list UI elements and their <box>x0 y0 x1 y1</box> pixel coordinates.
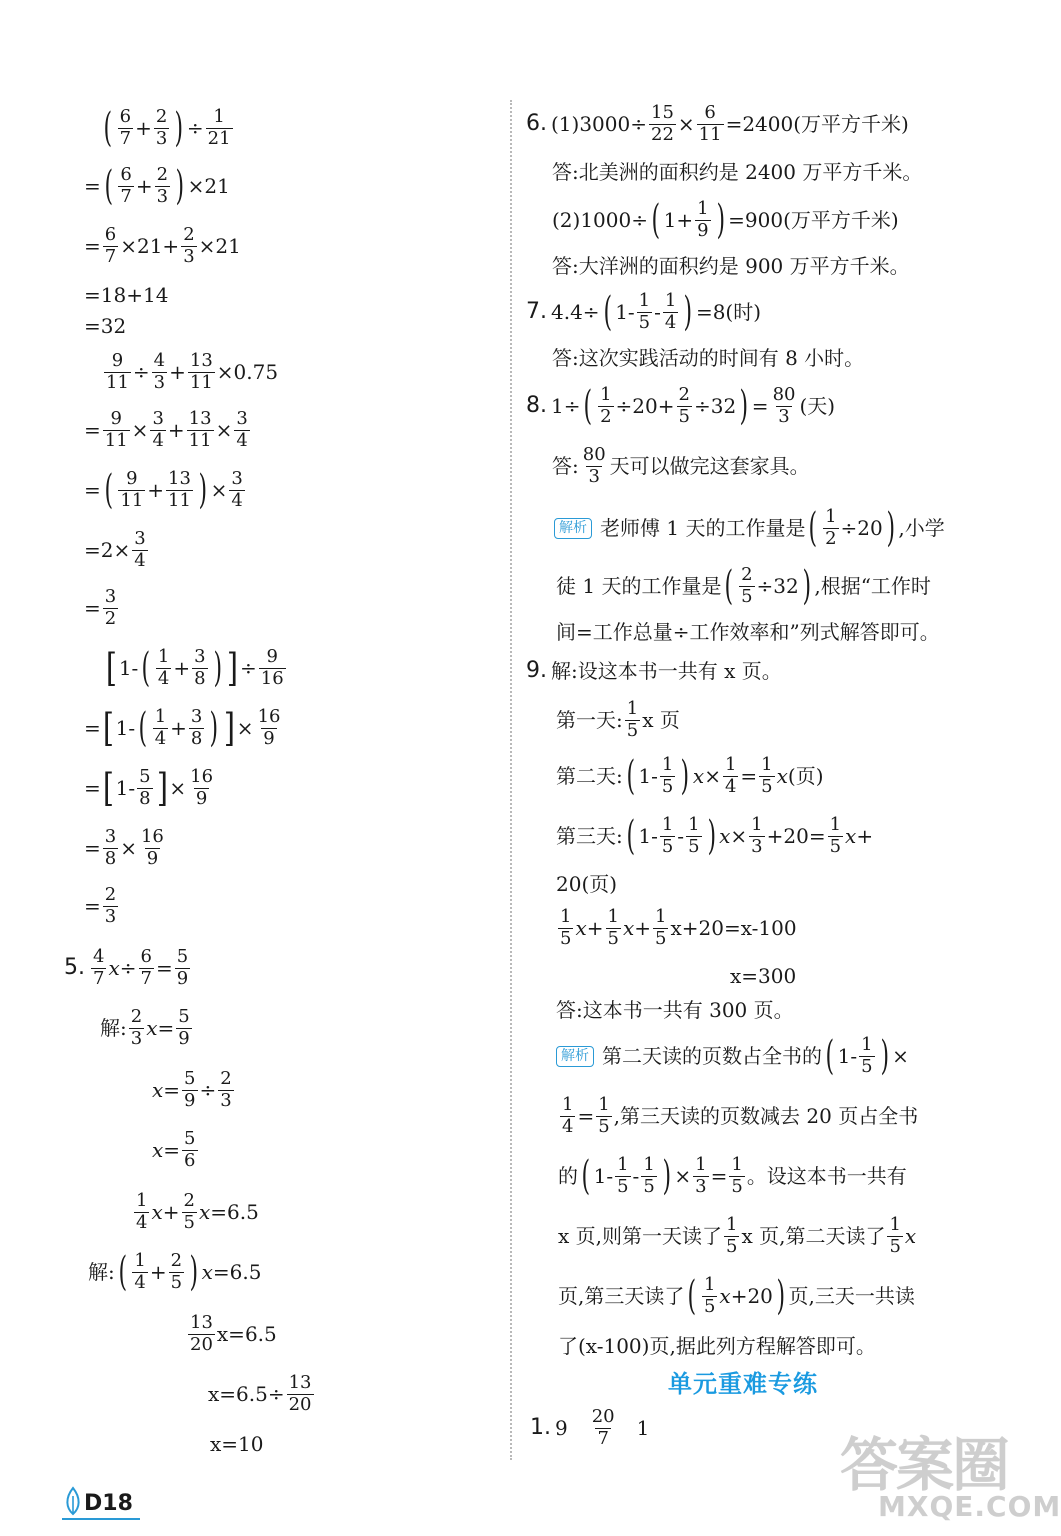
calc-line: 解: $\frac{2}{3}$ x = $\frac{5}{9}$ <box>100 1006 190 1049</box>
leaf-icon <box>62 1486 84 1516</box>
question-9: 9. 解:设这本书一共有 x 页。 <box>526 658 782 683</box>
analysis-line: 页,第三天读了 ( $\frac{1}{5}$ x +20 ) 页,三天一共读 <box>558 1273 915 1320</box>
answer-line: 答:这本书一共有 300 页。 <box>556 998 794 1022</box>
calc-line: =18+14 <box>84 283 169 307</box>
calc-line: =2× $\frac{3}{4}$ <box>84 528 146 571</box>
calc-line: =32 <box>84 314 127 338</box>
calc-line: 第三天: ( 1- $\frac{1}{5}$ - $\frac{1}{5}$ ) x × $\frac{1}{3}$ +20= $\frac{1}{5}$ x + <box>556 813 874 860</box>
calc-line: x = $\frac{5}{9}$ ÷ $\frac{2}{3}$ <box>152 1068 232 1111</box>
calc-line: = ( $\frac{9}{11}$ + $\frac{13}{11}$ ) × $\frac{3}{4}$ <box>84 467 243 514</box>
analysis-line: 的 ( 1- $\frac{1}{5}$ - $\frac{1}{5}$ ) × $\frac{1}{3}$ = $\frac{1}{5}$ 。设这本书一共有 <box>558 1153 907 1200</box>
calc-line: = $\frac{9}{11}$ × $\frac{3}{4}$ + $\frac{13}{11}$ × $\frac{3}{4}$ <box>84 408 248 451</box>
answer-line: 答:这次实践活动的时间有 8 小时。 <box>552 346 865 370</box>
calc-line: 20(页) <box>556 872 618 896</box>
answer-line: 答: $\frac{80}{3}$ 天可以做完这套家具。 <box>552 444 810 487</box>
calc-line: = $\frac{2}{3}$ <box>84 884 117 927</box>
page-number: D18 <box>62 1486 133 1516</box>
calc-line: 第二天: ( 1- $\frac{1}{5}$ ) x × $\frac{1}{4}$ = $\frac{1}{5}$ x (页) <box>556 753 824 800</box>
calc-line: ( $\frac{6}{7}$ + $\frac{2}{3}$ ) ÷ $\frac{1}{21}$ <box>103 105 231 152</box>
analysis-tag: 解析 <box>554 518 592 539</box>
question-8: 8. 1÷ ( $\frac{1}{2}$ ÷20+ $\frac{2}{5}$ ÷32 ) = $\frac{80}{3}$ (天) <box>526 383 836 430</box>
watermark: 答案圈 MXQE.COM <box>840 1431 1061 1523</box>
answer-line: 答:大洋洲的面积约是 900 万平方千米。 <box>552 254 910 278</box>
calc-line: 第一天: $\frac{1}{5}$ x 页 <box>556 698 680 741</box>
question-7: 7. 4.4÷ ( 1- $\frac{1}{5}$ - $\frac{1}{4}$ ) =8(时) <box>526 289 762 336</box>
column-divider <box>510 100 512 1460</box>
analysis-line: 了(x-100)页,据此列方程解答即可。 <box>558 1334 876 1358</box>
analysis-line: x 页,则第一天读了 $\frac{1}{5}$ x 页,第二天读了 $\frac{1}{5}$ x <box>558 1214 917 1257</box>
calc-line: x = $\frac{5}{6}$ <box>152 1128 196 1171</box>
analysis-line: $\frac{1}{4}$ = $\frac{1}{5}$ ,第三天读的页数减去 20 页占全书 <box>562 1094 919 1137</box>
calc-line: x=300 <box>730 964 797 988</box>
calc-line: = $\frac{3}{2}$ <box>84 586 117 629</box>
calc-line: (2)1000÷ ( 1+ $\frac{1}{9}$ ) =900(万平方千米) <box>552 197 899 244</box>
analysis-line: 解析 第二天读的页数占全书的 ( 1- $\frac{1}{5}$ ) × <box>556 1036 909 1077</box>
calc-line: [ 1- ( $\frac{1}{4}$ + $\frac{3}{8}$ ) ] ÷ $\frac{9}{16}$ <box>105 645 284 692</box>
answer-line: 答:北美洲的面积约是 2400 万平方千米。 <box>552 160 923 184</box>
question-6: 6. (1)3000÷ $\frac{15}{22}$ × $\frac{6}{11}$ =2400(万平方千米) <box>526 102 909 145</box>
calc-line: x=10 <box>210 1432 264 1456</box>
analysis-line: 解析 老师傅 1 天的工作量是 ( $\frac{1}{2}$ ÷20 ) ,小学 <box>554 508 945 549</box>
unit-question-1: 1. 9 $\frac{20}{7}$ 1 <box>530 1406 650 1449</box>
analysis-line: 间=工作总量÷工作效率和”列式解答即可。 <box>556 620 940 644</box>
calc-line: 解: ( $\frac{1}{4}$ + $\frac{2}{5}$ ) x =6.5 <box>88 1249 262 1296</box>
calc-line: x=6.5÷ $\frac{13}{20}$ <box>208 1372 312 1415</box>
calc-line: $\frac{9}{11}$ ÷ $\frac{4}{3}$ + $\frac{13}{11}$ ×0.75 <box>106 350 279 393</box>
calc-line: $\frac{13}{20}$ x=6.5 <box>190 1312 277 1355</box>
analysis-line: 徒 1 天的工作量是 ( $\frac{2}{5}$ ÷32 ) ,根据“工作时 <box>556 563 931 610</box>
calc-line: = $\frac{3}{8}$ × $\frac{16}{9}$ <box>84 826 164 869</box>
calc-line: $\frac{1}{4}$ x + $\frac{2}{5}$ x =6.5 <box>136 1190 259 1233</box>
analysis-tag: 解析 <box>556 1046 594 1067</box>
calc-line: = $\frac{6}{7}$ ×21+ $\frac{2}{3}$ ×21 <box>84 224 241 267</box>
question-5: 5. $\frac{4}{7}$ x ÷ $\frac{6}{7}$ = $\frac{5}{9}$ <box>64 946 189 989</box>
calc-line: = [ 1- ( $\frac{1}{4}$ + $\frac{3}{8}$ ) ] × $\frac{16}{9}$ <box>84 705 281 752</box>
calc-line: $\frac{1}{5}$ x + $\frac{1}{5}$ x + $\frac{1}{5}$ x+20=x-100 <box>560 906 797 949</box>
section-title: 单元重难专练 <box>668 1370 818 1398</box>
calc-line: = ( $\frac{6}{7}$ + $\frac{2}{3}$ ) ×21 <box>84 163 230 210</box>
calc-line: = [ 1- $\frac{5}{8}$ ] × $\frac{16}{9}$ <box>84 766 214 811</box>
